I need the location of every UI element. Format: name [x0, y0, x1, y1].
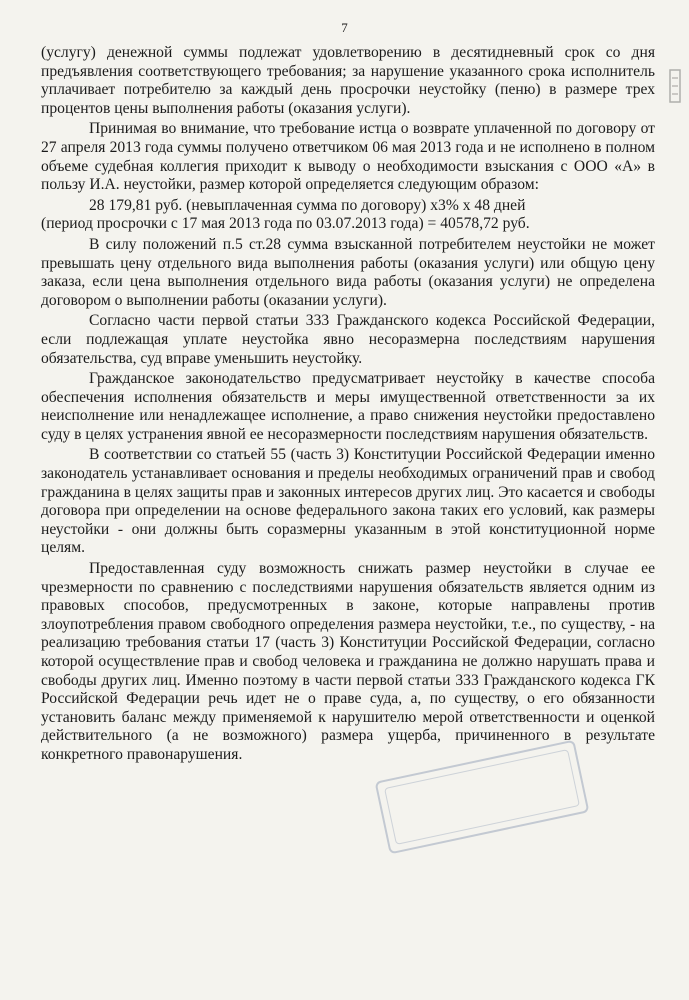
paragraph-constitution-55: В соответствии со статьей 55 (часть 3) Конституции Российской Федерации именно законодатель устанавливает основания и пределы необходимых ограничений прав и свобод гражданина в целях защиты прав и законных интересов других лиц. Это касается и свободы договора при определении на основе федерального закона таких его условий, как размеры неустойки - они должны быть соразмерны указанным в этой конституционной норме целям.	[41, 446, 655, 557]
paragraph-court-discretion: Предоставленная суду возможность снижать размер неустойки в случае ее чрезмерности по сравнению с последствиями нарушения обязательств является одним из правовых способов, предусмотренных в законе, которые направлены против злоупотребления правом свободного определения размера неустойки, т.е., по существу, - на реализацию требования статьи 17 (часть 3) Конституции Российской Федерации, согласно которой осуществление прав и свобод человека и гражданина не должно нарушать права и свободы других лиц. Именно поэтому в части первой статьи 333 Гражданского кодекса ГК Российской Федерации речь идет не о праве суда, а, по существу, о его обязанности установить баланс между применяемой к нарушителю мерой ответственности и оценкой действительного (а не возможного) размера ущерба, причиненного в результате конкретного правонарушения.	[41, 560, 655, 763]
paragraph-continuation: (услугу) денежной суммы подлежат удовлетворению в десятидневный срок со дня предъявления соответствующего требования; за нарушение указанного срока исполнитель уплачивает потребителю за каждый день просрочки неустойку (пеню) в размере трех процентов цены выполнения работы (оказания услуги).	[41, 44, 655, 117]
paragraph-article-28: В силу положений п.5 ст.28 сумма взысканной потребителем неустойки не может превышать цену отдельного вида выполнения работы (оказания услуги) или общую цену заказа, если цена выполнения отдельного вида работы (оказания услуги) не определена договором о выполнении работы (оказании услуги).	[41, 235, 655, 309]
document-body	[41, 44, 655, 767]
paragraph-civil-legislation: Гражданское законодательство предусматривает неустойку в качестве способа обеспечения исполнения обязательств и меры имущественной ответственности за их неисполнение или ненадлежащее исполнение, а право снижения неустойки предоставлено суду в целях устранения явной ее несоразмерности последствиям нарушения обязательств.	[41, 370, 655, 443]
paragraph-claim-receipt: Принимая во внимание, что требование истца о возврате уплаченной по договору от 27 апреля 2013 года суммы получено ответчиком 06 мая 2013 года и не исполнено в полном объеме судебная коллегия приходит к выводу о необходимости взыскания с ООО «А» в пользу И.А. неустойки, размер которой определяется следующим образом:	[41, 120, 655, 194]
paragraph-article-333: Согласно части первой статьи 333 Гражданского кодекса Российской Федерации, если подлежащая уплате неустойка явно несоразмерна последствиям нарушения обязательства, суд вправе уменьшить неустойку.	[41, 312, 655, 367]
page-number: 7	[341, 20, 348, 35]
corner-scan-mark	[667, 66, 683, 106]
calculation-line-2: (период просрочки с 17 мая 2013 года по 03.07.2013 года) = 40578,72 руб.	[41, 215, 530, 233]
calculation-line-1: 28 179,81 руб. (невыплаченная сумма по договору) х3% х 48 дней	[89, 196, 526, 214]
